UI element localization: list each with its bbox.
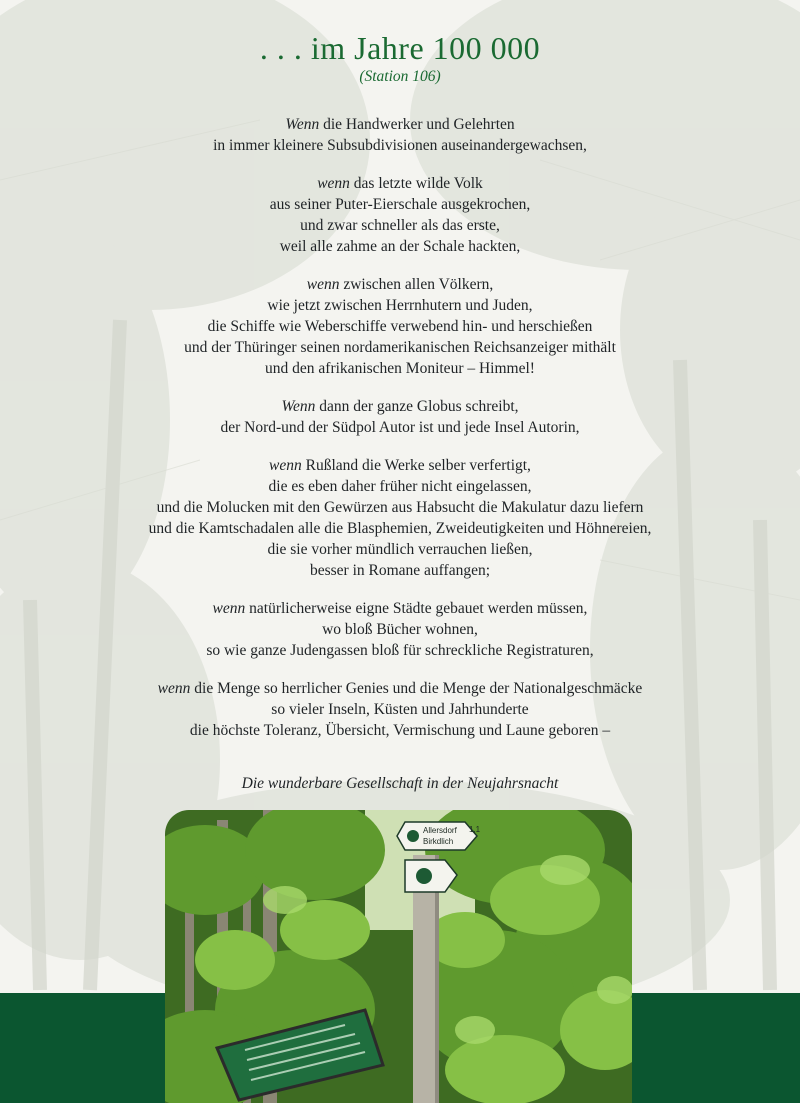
- poem-line: besser in Romane auffangen;: [309, 562, 491, 579]
- poem-line: und die Molucken mit den Gewürzen aus Habsucht die Makulatur dazu liefern: [156, 499, 644, 516]
- line-text: zwischen allen Völkern,: [343, 276, 494, 293]
- poem-line: der Nord-und der Südpol Autor ist und jede Insel Autorin,: [220, 419, 580, 436]
- stanza: [0, 114, 800, 156]
- forest-signpost-photo: [165, 810, 632, 1103]
- source-citation: Die wunderbare Gesellschaft in der Neujahrsnacht: [241, 775, 559, 792]
- poem-line: [0, 678, 800, 699]
- stanza-lead: wenn: [317, 175, 350, 192]
- line-text: das letzte wilde Volk: [353, 175, 483, 192]
- poem-line: wie jetzt zwischen Herrnhutern und Juden,: [267, 297, 533, 314]
- signpost-number: 1,1: [469, 825, 481, 834]
- poem-line: in immer kleinere Subsubdivisionen auseinandergewachsen,: [213, 137, 587, 154]
- stanza: [0, 274, 800, 379]
- poem-line: und zwar schneller als das erste,: [300, 217, 500, 234]
- stanza: [0, 598, 800, 661]
- poem-line: die sie vorher mündlich verrauchen ließen,: [267, 541, 533, 558]
- poem-line: [0, 274, 800, 295]
- poem-line: [0, 455, 800, 476]
- stanza-lead: wenn: [306, 276, 340, 293]
- line-text: natürlicherweise eigne Städte gebauet werden müssen,: [249, 600, 588, 617]
- poem-line: [0, 396, 800, 417]
- poem-line: weil alle zahme an der Schale hackten,: [279, 238, 521, 255]
- poem-line: und den afrikanischen Moniteur – Himmel!: [265, 360, 535, 377]
- poem-line: und die Kamtschadalen alle die Blasphemien, Zweideutigkeiten und Höhnereien,: [148, 520, 652, 537]
- stanza: [0, 678, 800, 741]
- line-text: die Menge so herrlicher Genies und die Menge der Nationalgeschmäcke: [194, 680, 643, 697]
- poem-line: die Schiffe wie Weberschiffe verwebend hin- und herschießen: [207, 318, 593, 335]
- stanza: [0, 455, 800, 581]
- poem-line: die es eben daher früher nicht eingelassen,: [268, 478, 532, 495]
- poem-line: so wie ganze Judengassen bloß für schreckliche Registraturen,: [206, 642, 594, 659]
- signpost-label-2: Birkdlich: [423, 837, 454, 846]
- poem-line: und der Thüringer seinen nordamerikanischen Reichsanzeiger mithält: [184, 339, 616, 356]
- stanza-lead: wenn: [157, 680, 191, 697]
- poem-line: [0, 114, 800, 135]
- poem-line: [0, 598, 800, 619]
- poem-line: [0, 173, 800, 194]
- station-label: (Station 106): [359, 68, 441, 85]
- stanza-lead: wenn: [212, 600, 246, 617]
- line-text: die Handwerker und Gelehrten: [323, 116, 515, 133]
- poem-line: wo bloß Bücher wohnen,: [322, 621, 478, 638]
- line-text: dann der ganze Globus schreibt,: [319, 398, 519, 415]
- signpost-label-1: Allersdorf: [423, 826, 457, 835]
- stanza: [0, 396, 800, 438]
- stanza-lead: Wenn: [281, 398, 316, 415]
- stanza-lead: wenn: [269, 457, 302, 474]
- page-title: . . . im Jahre 100 000: [259, 30, 541, 66]
- stanza: [0, 173, 800, 257]
- poem-line: so vieler Inseln, Küsten und Jahrhunderte: [271, 701, 529, 718]
- poem-line: aus seiner Puter-Eierschale ausgekrochen,: [269, 196, 531, 213]
- poem: [0, 114, 800, 758]
- poem-line: die höchste Toleranz, Übersicht, Vermischung und Laune geboren –: [189, 722, 611, 739]
- line-text: Rußland die Werke selber verfertigt,: [305, 457, 531, 474]
- stanza-lead: Wenn: [285, 116, 320, 133]
